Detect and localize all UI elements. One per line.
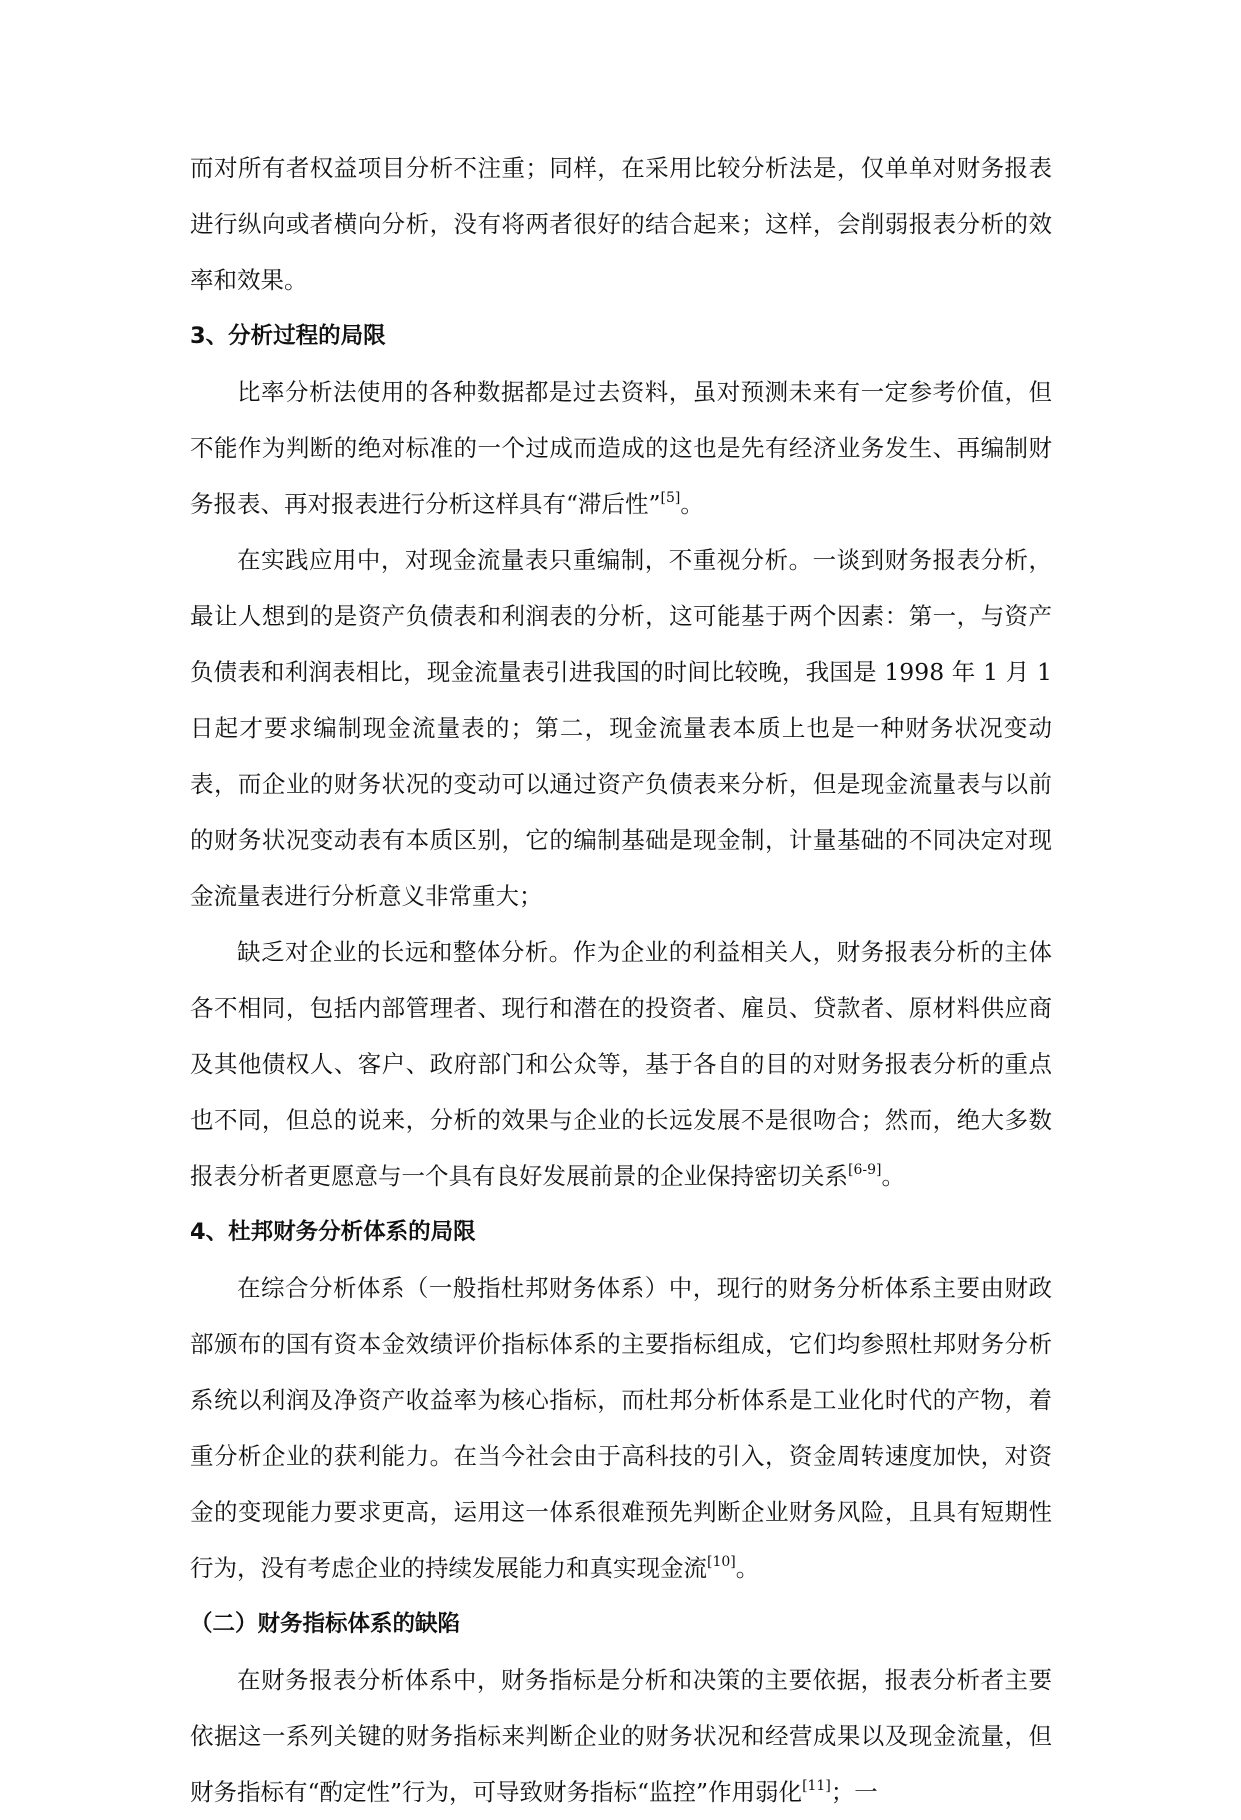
section-heading-4-text: 4、杜邦财务分析体系的局限	[190, 1219, 476, 1245]
section-heading-2-text: （二）财务指标体系的缺陷	[190, 1611, 461, 1637]
paragraph-2-text: 比率分析法使用的各种数据都是过去资料，虽对预测未来有一定参考价值，但不能作为判断的绝对标准的一个过成而造成的这也是先有经济业务发生、再编制财务报表、再对报表进行分析这样具有“滞后性”	[190, 378, 1052, 518]
section-heading-4	[190, 1204, 1052, 1260]
paragraph-5	[190, 1260, 1052, 1596]
paragraph-5-text: 在综合分析体系（一般指杜邦财务体系）中，现行的财务分析体系主要由财政部颁布的国有资本金效绩评价指标体系的主要指标组成，它们均参照杜邦财务分析系统以利润及净资产收益率为核心指标，而杜邦分析体系是工业化时代的产物，着重分析企业的获利能力。在当今社会由于高科技的引入，资金周转速度加快，对资金的变现能力要求更高，运用这一体系很难预先判断企业财务风险，且具有短期性行为，没有考虑企业的持续发展能力和真实现金流	[190, 1274, 1052, 1582]
paragraph-4	[190, 924, 1052, 1204]
paragraph-2-tail: 。	[680, 490, 704, 518]
paragraph-6	[190, 1652, 1052, 1820]
section-heading-2	[190, 1596, 1052, 1652]
paragraph-3-text: 在实践应用中，对现金流量表只重编制，不重视分析。一谈到财务报表分析，最让人想到的是资产负债表和利润表的分析，这可能基于两个因素：第一，与资产负债表和利润表相比，现金流量表引进我国的时间比较晚，我国是 1998 年 1 月 1 日起才要求编制现金流量表的；第二，现金流量表本质上也是一种财务状况变动表，而企业的财务状况的变动可以通过资产负债表来分析，但是现金流量表与以前的财务状况变动表有本质区别，它的编制基础是现金制，计量基础的不同决定对现金流量表进行分析意义非常重大；	[190, 546, 1052, 910]
citation-5: [5]	[660, 490, 681, 506]
section-heading-3-text: 3、分析过程的局限	[190, 323, 386, 349]
paragraph-5-tail: 。	[735, 1554, 760, 1582]
paragraph-1	[190, 140, 1052, 308]
paragraph-4-text: 缺乏对企业的长远和整体分析。作为企业的利益相关人，财务报表分析的主体各不相同，包括内部管理者、现行和潜在的投资者、雇员、贷款者、原材料供应商及其他债权人、客户、政府部门和公众等，基于各自的目的对财务报表分析的重点也不同，但总的说来，分析的效果与企业的长远发展不是很吻合；然而，绝大多数报表分析者更愿意与一个具有良好发展前景的企业保持密切关系	[190, 938, 1052, 1190]
paragraph-6-text: 在财务报表分析体系中，财务指标是分析和决策的主要依据，报表分析者主要依据这一系列关键的财务指标来判断企业的财务状况和经营成果以及现金流量，但财务指标有“酌定性”行为，可导致财务指标“监控”作用弱化	[190, 1666, 1052, 1806]
page-content	[190, 140, 1052, 1820]
paragraph-3	[190, 532, 1052, 924]
paragraph-4-tail: 。	[881, 1162, 905, 1190]
citation-11: [11]	[802, 1778, 831, 1794]
section-heading-3	[190, 308, 1052, 364]
paragraph-2	[190, 364, 1052, 532]
paragraph-1-text: 而对所有者权益项目分析不注重；同样，在采用比较分析法是，仅单单对财务报表进行纵向或者横向分析，没有将两者很好的结合起来；这样，会削弱报表分析的效率和效果。	[190, 154, 1052, 294]
paragraph-6-tail: ；一	[830, 1778, 878, 1806]
citation-10: [10]	[707, 1554, 736, 1570]
citation-6-9: [6-9]	[848, 1162, 882, 1178]
